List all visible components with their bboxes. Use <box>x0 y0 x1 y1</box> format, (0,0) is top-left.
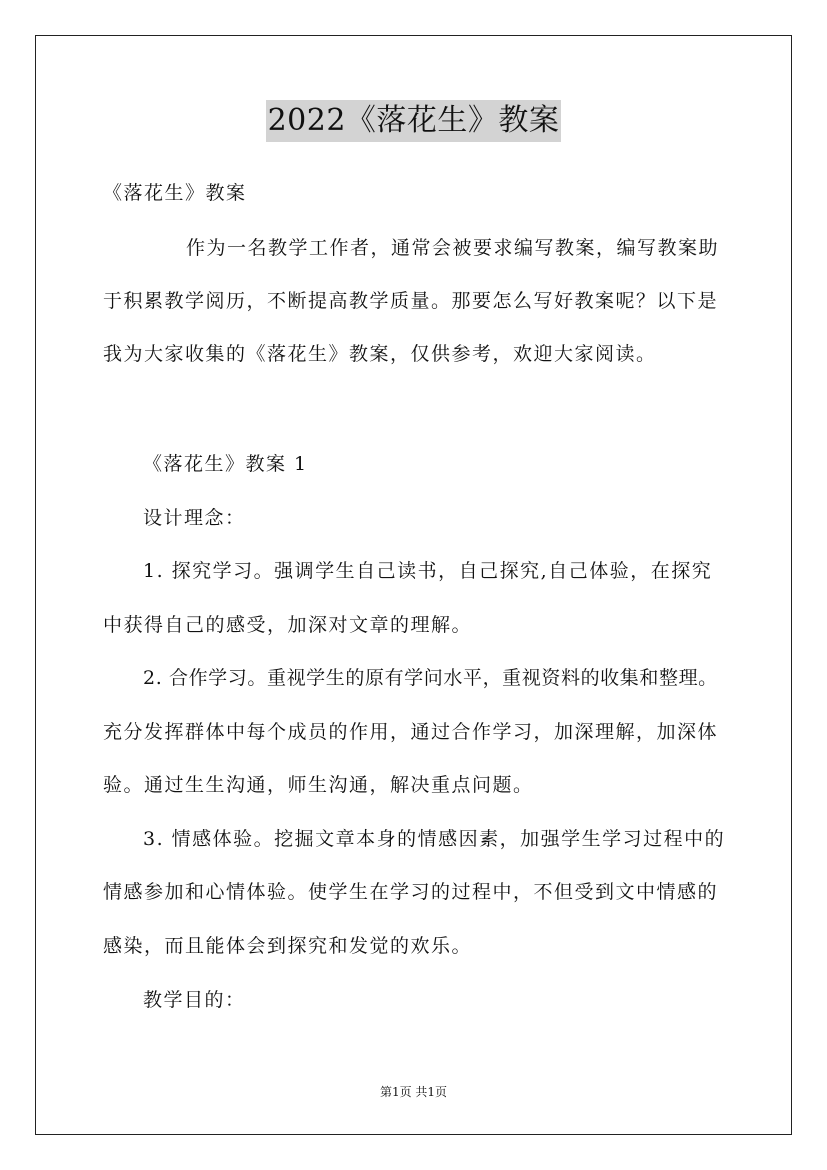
point2-line-1: 2. 合作学习。重视学生的原有学问水平，重视资料的收集和整理。 <box>143 667 718 689</box>
point2-line-3: 验。通过生生沟通，师生沟通，解决重点问题。 <box>103 774 534 796</box>
title-wrap <box>0 100 827 142</box>
point1-line-2: 中获得自己的感受，加深对文章的理解。 <box>103 614 473 636</box>
point3-line-3: 感染，而且能体会到探究和发觉的欢乐。 <box>103 935 473 957</box>
section-heading: 《落花生》教案 1 <box>143 453 308 475</box>
point3-line-1: 3. 情感体验。挖掘文章本身的情感因素，加强学生学习过程中的 <box>143 828 726 850</box>
page-footer: 第1页 共1页 <box>379 1085 448 1099</box>
point1-line-1: 1. 探究学习。强调学生自己读书，自己探究,自己体验，在探究 <box>143 560 713 582</box>
document-title: 2022《落花生》教案 <box>266 100 562 142</box>
intro-line-1: 作为一名教学工作者，通常会被要求编写教案，编写教案助 <box>186 237 720 259</box>
goals-heading: 教学目的： <box>143 989 246 1011</box>
intro-line-2: 于积累教学阅历，不断提高教学质量。那要怎么写好教案呢？以下是 <box>103 290 719 312</box>
point2-line-2: 充分发挥群体中每个成员的作用，通过合作学习，加深理解，加深体 <box>103 721 719 743</box>
intro-line-3: 我为大家收集的《落花生》教案，仅供参考，欢迎大家阅读。 <box>103 343 657 365</box>
subtitle: 《落花生》教案 <box>103 182 247 204</box>
point3-line-2: 情感参加和心情体验。使学生在学习的过程中，不但受到文中情感的 <box>103 881 719 903</box>
design-heading: 设计理念： <box>143 507 246 529</box>
